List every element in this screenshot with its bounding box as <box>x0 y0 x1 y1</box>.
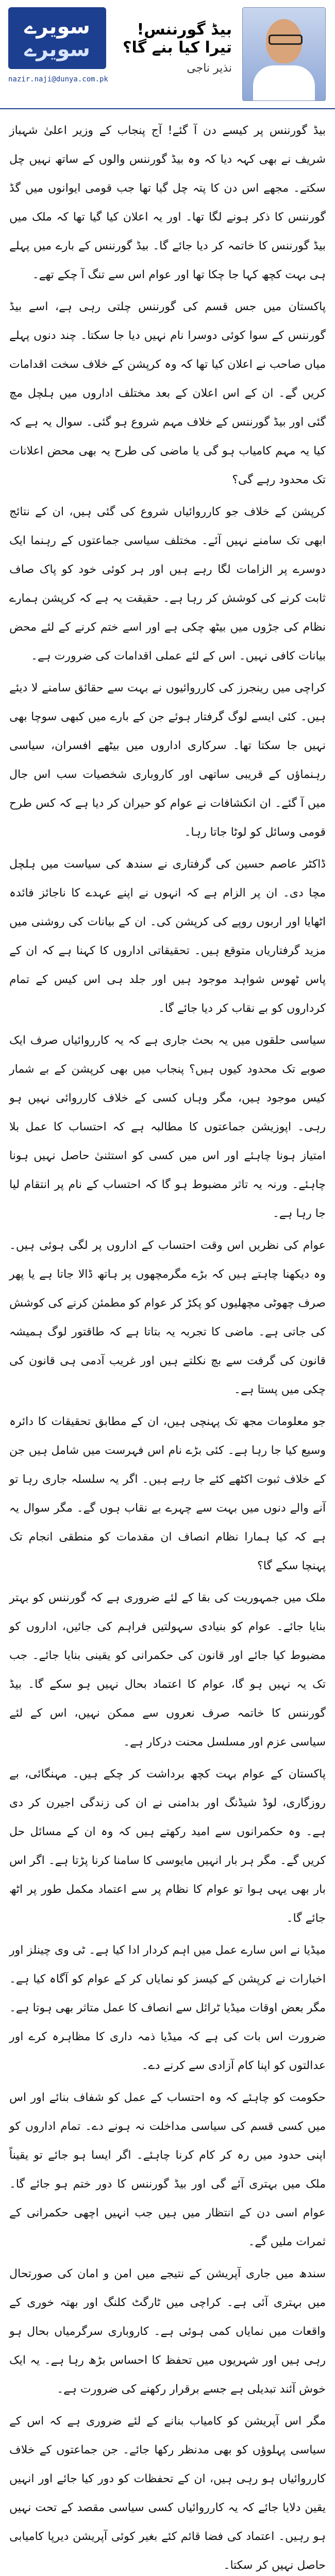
article-paragraph: پاکستان کے عوام بہت کچھ برداشت کر چکے ہیں۔ مہنگائی، بے روزگاری، لوڈ شیڈنگ اور بدامنی نے ان کی زندگی اجیرن کر دی ہے۔ وہ حکمرانوں سے امید رکھتے ہیں کہ وہ ان کے مسائل حل کریں گے۔ مگر ہر بار انہیں مایوسی کا سامنا کرنا پڑتا ہے۔ اگر اس بار بھی یہی ہوا تو عوام کا نظام پر سے اعتماد مکمل طور پر اٹھ جائے گا۔ <box>9 1768 326 1925</box>
article-paragraph: ڈاکٹر عاصم حسین کی گرفتاری نے سندھ کی سیاست میں ہلچل مچا دی۔ ان پر الزام ہے کہ انہوں نے اپنے عہدے کا ناجائز فائدہ اٹھایا اور اربوں روپے کی کرپشن کی۔ ان کے بیانات کی روشنی میں مزید گرفتاریاں متوقع ہیں۔ تحقیقاتی اداروں کا کہنا ہے کہ ان کے پاس ٹھوس شواہد موجود ہیں اور جلد ہی اس کیس کے تمام کرداروں کو بے نقاب کر دیا جائے گا۔ <box>9 858 326 1015</box>
column-logo <box>8 7 106 69</box>
logo-line-1: سویرے <box>24 15 90 39</box>
author-portrait-icon <box>242 7 326 101</box>
article-paragraph: سندھ میں جاری آپریشن کے نتیجے میں امن و امان کی صورتحال میں بہتری آئی ہے۔ کراچی میں ٹارگٹ کلنگ اور بھتہ خوری کے واقعات میں نمایاں کمی ہوئی ہے۔ کاروباری سرگرمیاں بحال ہو رہی ہیں اور شہریوں میں تحفظ کا احساس بڑھ رہا ہے۔ یہ ایک خوش آئند تبدیلی ہے جسے برقرار رکھنے کی ضرورت ہے۔ <box>9 2267 326 2396</box>
author-email[interactable]: nazir.naji@dunya.com.pk <box>8 75 108 83</box>
article-paragraph: کرپشن کے خلاف جو کارروائیاں شروع کی گئی ہیں، ان کے نتائج ابھی تک سامنے نہیں آئے۔ مختلف سیاسی جماعتوں کے رہنما ایک دوسرے پر الزامات لگا رہے ہیں اور ہر کوئی خود کو پاک صاف ثابت کرنے کی کوشش کر رہا ہے۔ حقیقت یہ ہے کہ کرپشن ہمارے نظام کی جڑوں میں بیٹھ چکی ہے اور اسے ختم کرنے کے لئے محض بیانات کافی نہیں۔ اس کے لئے عملی اقدامات کی ضرورت ہے۔ <box>9 505 326 663</box>
portrait-glasses <box>269 35 303 45</box>
article-paragraph: حکومت کو چاہئے کہ وہ احتساب کے عمل کو شفاف بنائے اور اس میں کسی قسم کی سیاسی مداخلت نہ ہونے دے۔ تمام اداروں کو اپنی حدود میں رہ کر کام کرنا چاہئے۔ اگر ایسا ہو جائے تو یقیناً ملک میں بہتری آئے گی اور بیڈ گورننس کا دور ختم ہو جائے گا۔ عوام اسی دن کے انتظار میں ہیں جب انہیں اچھی حکمرانی کے ثمرات ملیں گے۔ <box>9 2091 326 2248</box>
article-paragraph: مگر اس آپریشن کو کامیاب بنانے کے لئے ضروری ہے کہ اس کے سیاسی پہلوؤں کو بھی مدنظر رکھا جائے۔ جن جماعتوں کے خلاف کارروائیاں ہو رہی ہیں، ان کے تحفظات کو دور کیا جائے اور انہیں یقین دلایا جائے کہ یہ کارروائیاں کسی سیاسی مقصد کے تحت نہیں ہو رہیں۔ اعتماد کی فضا قائم کئے بغیر کوئی آپریشن دیرپا کامیابی حاصل نہیں کر سکتا۔ <box>9 2415 326 2572</box>
article-paragraph: بیڈ گورننس پر کیسے دن آ گئے! آج پنجاب کے وزیر اعلیٰ شہباز شریف نے بھی کہہ دیا کہ وہ بیڈ گورننس والوں کے ساتھ نہیں چل سکتے۔ مجھے اس دن کا پتہ چل گیا تھا جب قومی ایوانوں میں گڈ گورننس کا ذکر ہونے لگا تھا۔ اور یہ اعلان کیا گیا تھا کہ ملک میں بیڈ گورننس کا خاتمہ کر دیا جائے گا۔ بیڈ گورننس کے بارے میں پہلے ہی بہت کچھ کہا جا چکا تھا اور عوام اس سے تنگ آ چکے تھے۔ <box>9 124 326 281</box>
column-header <box>0 0 335 109</box>
article-paragraph: سیاسی حلقوں میں یہ بحث جاری ہے کہ یہ کارروائیاں صرف ایک صوبے تک محدود کیوں ہیں؟ پنجاب میں بھی کرپشن کے بے شمار کیس موجود ہیں، مگر وہاں کسی کے خلاف کارروائی نہیں ہو رہی۔ اپوزیشن جماعتوں کا مطالبہ ہے کہ احتساب کا عمل بلا امتیاز ہونا چاہئے اور اس میں کسی کو استثنیٰ حاصل نہیں ہونا چاہئے۔ ورنہ یہ تاثر مضبوط ہو گا کہ احتساب کے نام پر انتقام لیا جا رہا ہے۔ <box>9 1034 326 1220</box>
portrait-body <box>253 65 315 100</box>
article-paragraph: کراچی میں رینجرز کی کارروائیوں نے بہت سے حقائق سامنے لا دیئے ہیں۔ کئی ایسے لوگ گرفتار ہوئے جن کے بارے میں کبھی سوچا بھی نہیں جا سکتا تھا۔ سرکاری اداروں میں بیٹھے افسران، سیاسی رہنماؤں کے قریبی ساتھی اور کاروباری شخصیات سب اس جال میں آ گئے۔ ان انکشافات نے عوام کو حیران کر دیا ہے کہ کس طرح قومی وسائل کو لوٹا جاتا رہا۔ <box>9 682 326 839</box>
article-paragraph: ملک میں جمہوریت کی بقا کے لئے ضروری ہے کہ گورننس کو بہتر بنایا جائے۔ عوام کو بنیادی سہولتیں فراہم کی جائیں، اداروں کو مضبوط کیا جائے اور قانون کی حکمرانی کو یقینی بنایا جائے۔ جب تک یہ نہیں ہو گا، عوام کا اعتماد بحال نہیں ہو سکے گا۔ بیڈ گورننس کا خاتمہ صرف نعروں سے ممکن نہیں، اس کے لئے سیاسی عزم اور مسلسل محنت درکار ہے۔ <box>9 1591 326 1749</box>
logo-line-2: سویرے <box>24 38 90 61</box>
article-body <box>9 116 326 2572</box>
article-title: بیڈ گورننس! تیرا کیا بنے گا؟ <box>123 21 232 57</box>
article-paragraph: میڈیا نے اس سارے عمل میں اہم کردار ادا کیا ہے۔ ٹی وی چینلز اور اخبارات نے کرپشن کے کیسز کو نمایاں کر کے عوام کو آگاہ کیا ہے۔ مگر بعض اوقات میڈیا ٹرائل سے انصاف کا عمل متاثر بھی ہوتا ہے۔ ضرورت اس بات کی ہے کہ میڈیا ذمہ داری کا مظاہرہ کرے اور عدالتوں کو اپنا کام آزادی سے کرنے دے۔ <box>9 1944 326 2072</box>
article-paragraph: عوام کی نظریں اس وقت احتساب کے اداروں پر لگی ہوئی ہیں۔ وہ دیکھنا چاہتے ہیں کہ بڑے مگرمچھوں پر ہاتھ ڈالا جاتا ہے یا پھر صرف چھوٹی مچھلیوں کو پکڑ کر عوام کو مطمئن کرنے کی کوشش کی جاتی ہے۔ ماضی کا تجربہ یہ بتاتا ہے کہ طاقتور لوگ ہمیشہ قانون کی گرفت سے بچ نکلتے ہیں اور غریب آدمی ہی قانون کی چکی میں پستا ہے۔ <box>9 1239 326 1396</box>
author-name: نذیر ناجی <box>187 62 232 75</box>
article-paragraph: جو معلومات مجھ تک پہنچی ہیں، ان کے مطابق تحقیقات کا دائرہ وسیع کیا جا رہا ہے۔ کئی بڑے نام اس فہرست میں شامل ہیں جن کے خلاف ثبوت اکٹھے کئے جا رہے ہیں۔ اگر یہ سلسلہ جاری رہا تو آنے والے دنوں میں بہت سے چہرے بے نقاب ہوں گے۔ مگر سوال یہ ہے کہ کیا ہمارا نظام انصاف ان مقدمات کو منطقی انجام تک پہنچا سکے گا؟ <box>9 1415 326 1572</box>
article-paragraph: پاکستان میں جس قسم کی گورننس چلتی رہی ہے، اسے بیڈ گورننس کے سوا کوئی دوسرا نام نہیں دیا جا سکتا۔ چند دنوں پہلے میاں صاحب نے اعلان کیا تھا کہ وہ کرپشن کے خلاف سخت اقدامات کریں گے۔ ان کے اس اعلان کے بعد مختلف اداروں میں ہلچل مچ گئی اور بیڈ گورننس کے خلاف مہم شروع ہو گئی۔ سوال یہ ہے کہ کیا یہ مہم کامیاب ہو گی یا ماضی کی طرح یہ بھی محض اعلانات تک محدود رہے گی؟ <box>9 300 326 486</box>
